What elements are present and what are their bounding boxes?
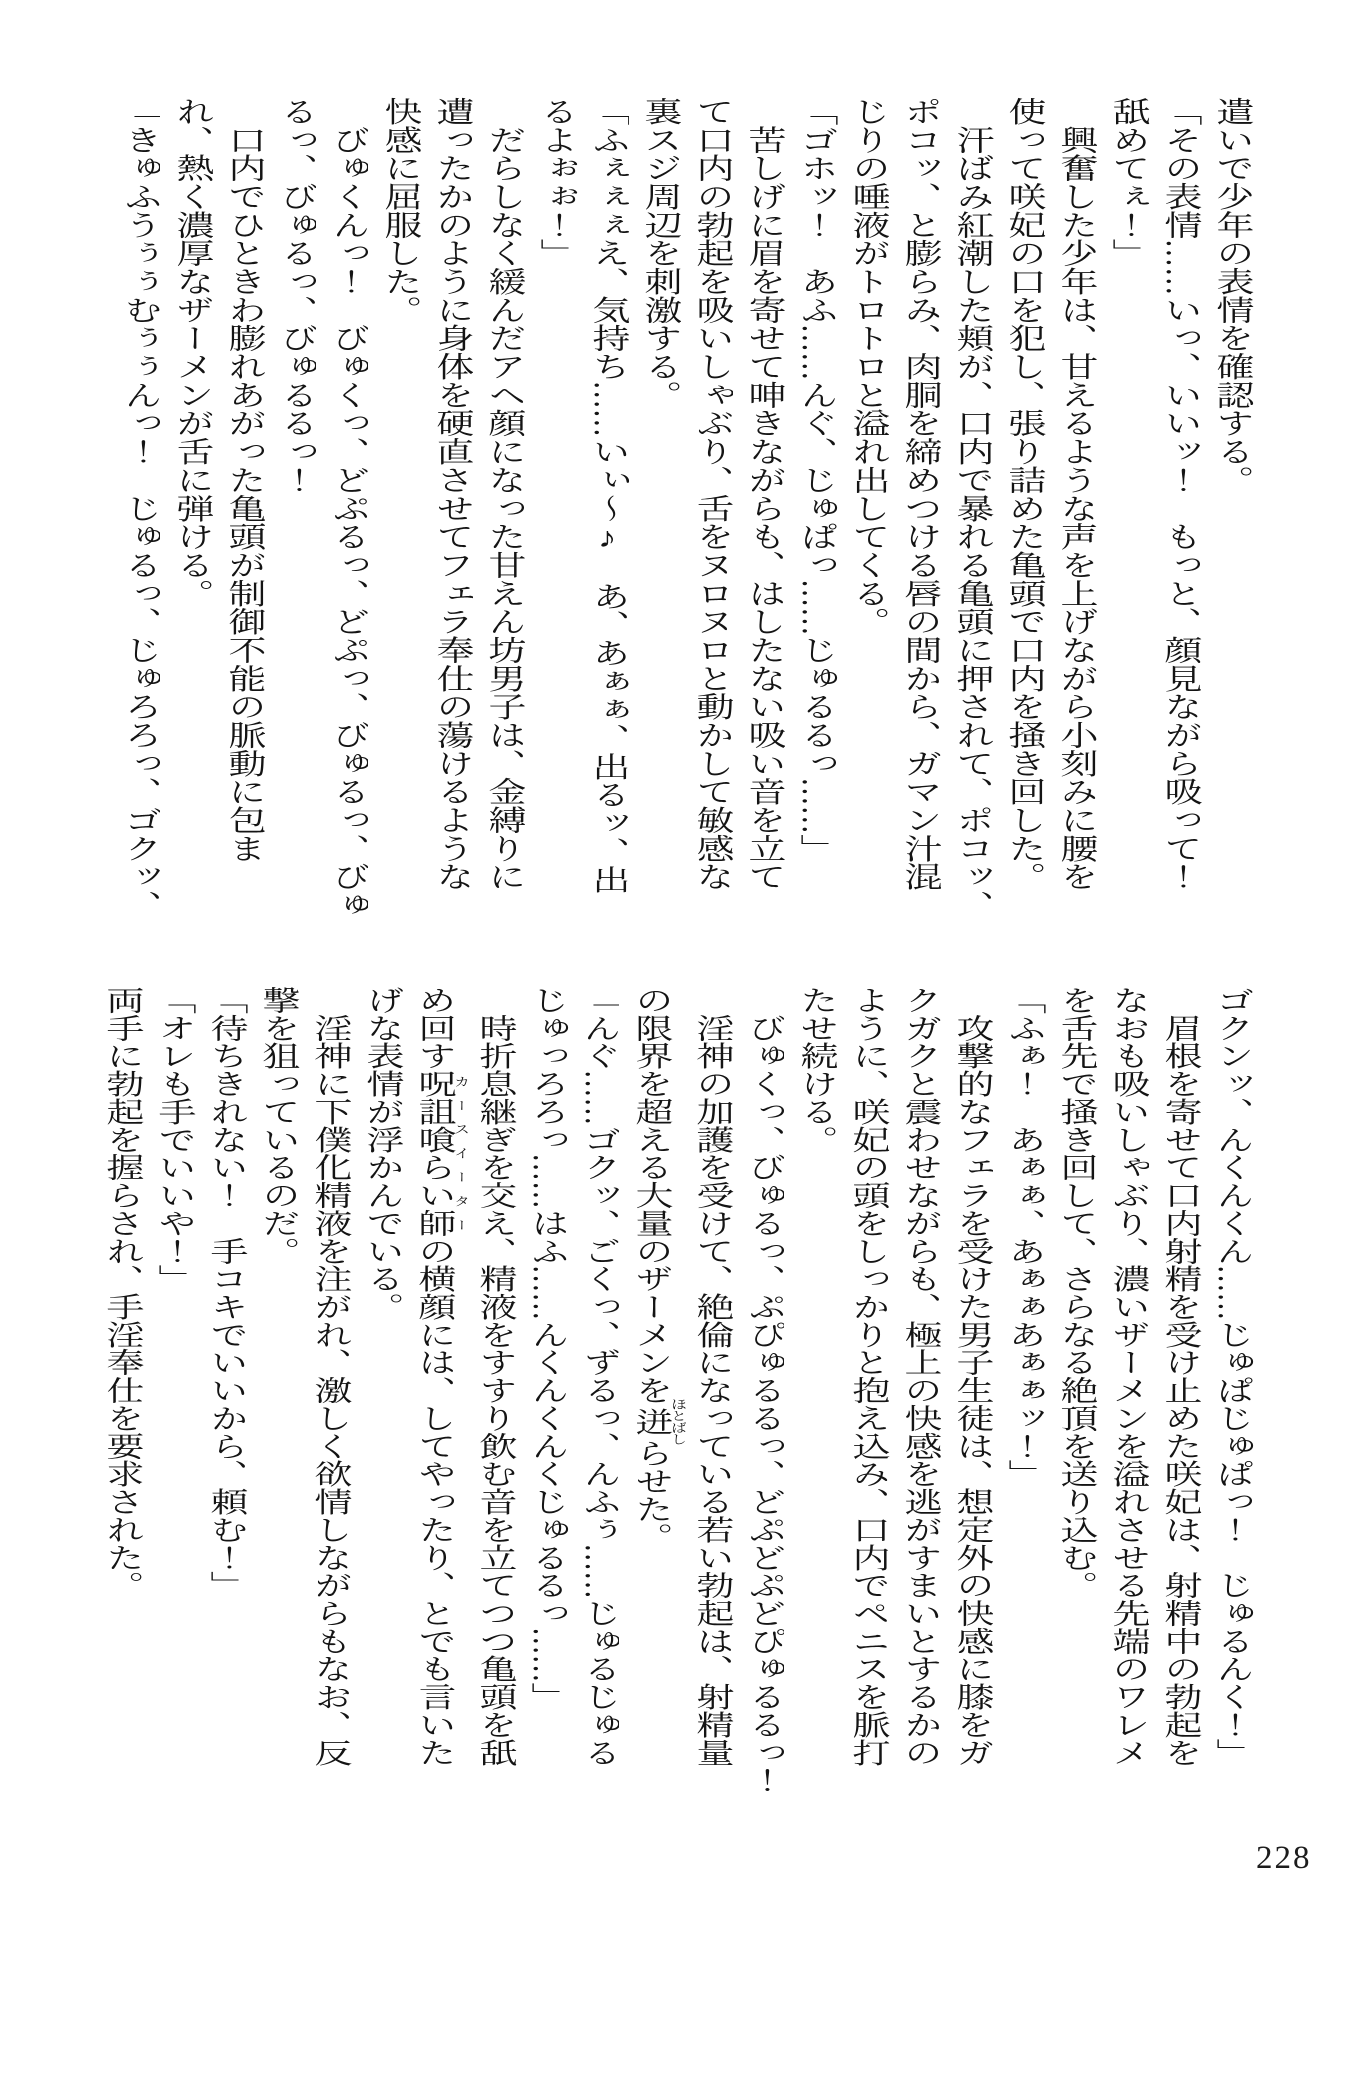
text-column: 「ふぁ！ あぁぁ、あぁぁあぁぁッ！」 [1002, 986, 1044, 1488]
text-column: たせ続ける。 [794, 986, 836, 1154]
text-column: 舐めてぇ！」 [1106, 97, 1148, 268]
bottom-text-block [95, 986, 1257, 2088]
text-column: 攻撃的なフェラを受けた男子生徒は、想定外の快感に膝をガ [950, 986, 992, 1767]
text-column: 「んぐ……ゴクッ、ごくっ、ずるっ、んふぅ……じゅるじゅる [577, 986, 619, 1767]
text-column: て口内の勃起を吸いしゃぶり、舌をヌロヌロと動かして敏感な [690, 97, 732, 891]
text-column: の限界を超える大量のザーメンを迸ほとばしらせた。 [629, 986, 686, 1551]
text-column: 淫神の加護を受けて、絶倫になっている若い勃起は、射精量 [690, 986, 732, 1767]
page-number: 228 [1256, 1840, 1312, 1876]
text-column: だらしなく緩んだアヘ顔になった甘えん坊男子は、金縛りに [482, 97, 524, 891]
text-column: クガクと震わせながらも、極上の快感を逃がすまいとするかの [898, 986, 940, 1767]
text-column: ゴクンッ、んくんくん……じゅぱじゅぱっ！ じゅるんく！」 [1210, 986, 1252, 1767]
text-column: るよぉぉ！」 [534, 97, 576, 268]
text-column: びゅくんっ！ びゅくっ、どぷるっ、どぷっ、びゅるっ、びゅ [326, 97, 368, 919]
text-column: 両手に勃起を握らされ、手淫奉仕を要求された。 [100, 986, 142, 1599]
text-column: 時折息継ぎを交え、精液をすすり飲む音を立てつつ亀頭を舐 [473, 986, 515, 1767]
text-column: れ、熱く濃厚なザーメンが舌に弾ける。 [170, 97, 212, 608]
text-column: なおも吸いしゃぶり、濃いザーメンを溢れさせる先端のワレメ [1106, 986, 1148, 1767]
text-column: 「きゅふうぅぅむぅぅんっ！ じゅるっ、じゅろろっ、ゴクッ、 [118, 97, 160, 919]
text-column: 「ゴホッ！ あふ……んぐ、じゅぱっ……じゅるるっ……」 [794, 97, 836, 863]
text-column: 裏スジ周辺を刺激する。 [638, 97, 680, 409]
text-column: 撃を狙っているのだ。 [256, 986, 298, 1265]
text-column: 「待ちきれない！ 手コキでいいから、頼む！」 [204, 986, 246, 1599]
text-column: 口内でひときわ膨れあがった亀頭が制御不能の脈動に包ま [222, 97, 264, 863]
text-column: 使って咲妃の口を犯し、張り詰めた亀頭で口内を掻き回した。 [1002, 97, 1044, 891]
text-column: 快感に屈服した。 [378, 97, 420, 324]
text-column: ポコッ、と膨らみ、肉胴を締めつける唇の間から、ガマン汁混 [898, 97, 940, 891]
text-column: びゅくっ、びゅるっ、ぷぴゅるるっ、どぷどぷどぴゅるるっ！ [742, 986, 784, 1794]
text-column: 「その表情……いっ、いいッ！ もっと、顔見ながら吸って！ [1158, 97, 1200, 891]
text-column: じゅっろろっ……はふ……んくんくんくじゅるるっ……」 [525, 986, 567, 1711]
text-column: 眉根を寄せて口内射精を受け止めた咲妃は、射精中の勃起を [1158, 986, 1200, 1767]
text-column: 苦しげに眉を寄せて呻きながらも、はしたない吸い音を立て [742, 97, 784, 891]
text-column: を舌先で掻き回して、さらなる絶頂を送り込む。 [1054, 986, 1096, 1599]
text-column: げな表情が浮かんでいる。 [360, 986, 402, 1321]
text-column: るっ、びゅるっ、びゅるるっ！ [274, 97, 316, 494]
text-column: め回す呪詛喰らい師カースイーターの横顔には、してやったり、とでも言いた [412, 986, 469, 1767]
text-column: じりの唾液がトロトロと溢れ出してくる。 [846, 97, 888, 636]
text-column: 汗ばみ紅潮した頬が、口内で暴れる亀頭に押されて、ポコッ、 [950, 97, 992, 919]
text-column: 遣いで少年の表情を確認する。 [1210, 97, 1252, 494]
text-column: 興奮した少年は、甘えるような声を上げながら小刻みに腰を [1054, 97, 1096, 891]
text-column: 遭ったかのように身体を硬直させてフェラ奉仕の蕩けるような [430, 97, 472, 891]
text-column: 「オレも手でいいや！」 [152, 986, 194, 1293]
text-column: 淫神に下僕化精液を注がれ、激しく欲情しながらもなお、反 [308, 986, 350, 1767]
ruby-annotated-text: 迸ほとばし [629, 1398, 686, 1445]
text-column: ように、咲妃の頭をしっかりと抱え込み、口内でペニスを脈打 [846, 986, 888, 1767]
text-column: 「ふぇぇぇえ、気持ち……いぃ～♪ あ、あぁぁ、出るッ、出 [586, 97, 628, 894]
ruby-annotated-text: 呪詛喰らい師カースイーター [412, 1069, 469, 1237]
